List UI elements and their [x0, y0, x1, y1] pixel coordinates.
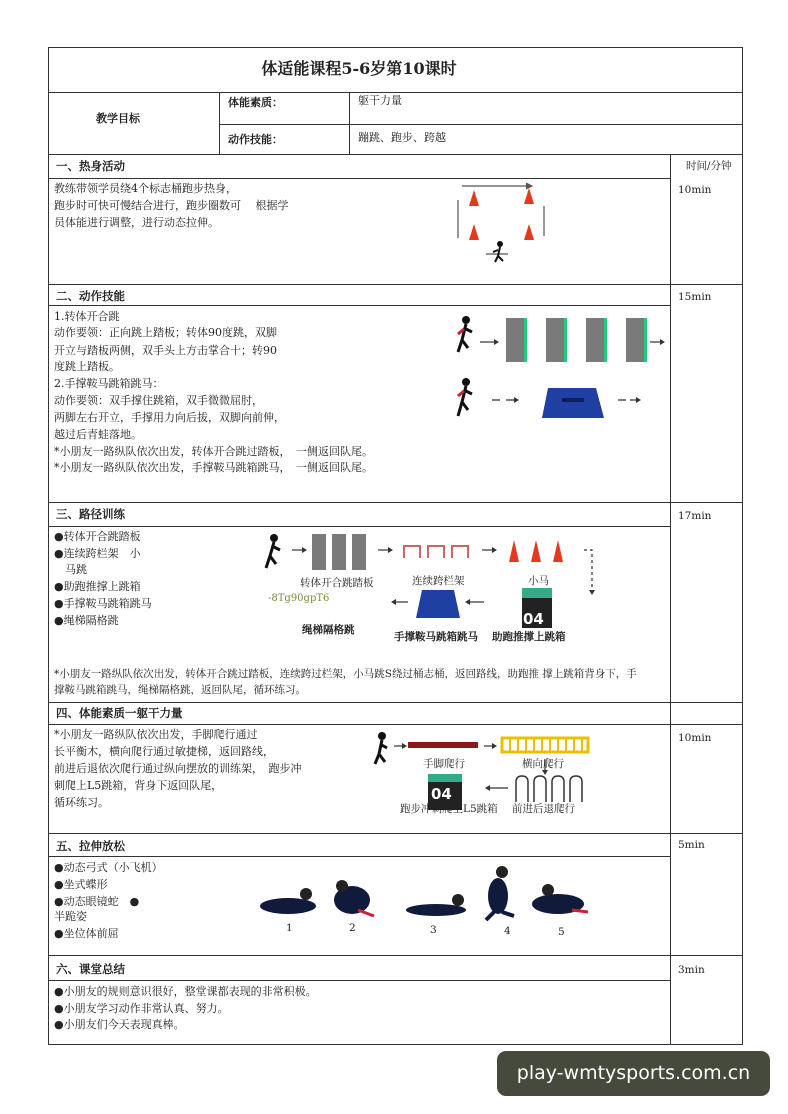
diagram-label: -8Tg90gpT6: [268, 593, 330, 604]
note-line: *小朋友一路纵队依次出发，转体开合跳过踏板，连续跨过栏架，小马跳S绕过桶志桶，返回路线，助跑推 撑上跳箱背身下，手: [54, 668, 637, 680]
list-item: ●手撑鞍马跳箱跳马: [54, 597, 152, 610]
list-item: ●连续跨栏架 小: [54, 547, 141, 560]
vline: [349, 92, 350, 154]
text-line: *小朋友一路纵队依次出发，手撑鞍马跳箱跳马， 一侧返回队尾。: [54, 461, 373, 474]
list-item: ●动态弓式（小飞机）: [54, 861, 163, 874]
table-border-bottom: [48, 1044, 743, 1045]
text-line: 循环练习。: [54, 796, 109, 809]
diagram-label: 转体开合跳踏板: [300, 577, 374, 589]
text-line: 教练带领学员绕4个标志桶跑步热身，: [54, 182, 237, 195]
hline: [48, 856, 670, 857]
list-item: ●绳梯隔格跳: [54, 614, 119, 627]
section-time: 10min: [678, 184, 712, 196]
time-header: 时间/分钟: [686, 160, 732, 172]
hline: [48, 284, 743, 285]
hline: [48, 502, 743, 503]
objective-key: 动作技能：: [228, 133, 283, 146]
list-item: 半跪姿: [54, 910, 87, 923]
hline: [48, 702, 743, 703]
page-title: 体适能课程5-6岁第10课时: [261, 59, 457, 78]
text-line: 开立与踏板两侧，双手头上方击掌合十；转90: [54, 344, 277, 357]
text-line: 刺爬上L5跳箱，背身下返回队尾，: [54, 779, 223, 792]
hline: [48, 154, 743, 155]
objective-key: 体能素质：: [228, 96, 283, 109]
section-title: 五、拉伸放松: [56, 839, 125, 853]
hline: [48, 833, 743, 834]
section-title: 四、体能素质一躯干力量: [56, 706, 183, 720]
box-number: 04: [431, 785, 452, 803]
text-line: *小朋友一路纵队依次出发，手脚爬行通过: [54, 728, 258, 741]
diagram-label: 手撑鞍马跳箱跳马: [394, 631, 478, 643]
table-border-left: [48, 47, 49, 1045]
section-time: 17min: [678, 510, 712, 522]
text-line: 越过后青蛙落地。: [54, 428, 142, 441]
objective-value: 蹦跳、跑步、跨越: [358, 131, 446, 144]
diagram-label: 跑步冲刺爬上L5跳箱: [400, 803, 498, 815]
section-title: 三、路径训练: [56, 507, 125, 521]
list-item: ●坐位体前屈: [54, 927, 119, 940]
section-time: 5min: [678, 839, 705, 851]
section-time: 3min: [678, 964, 705, 976]
list-item: ●小朋友学习动作非常认真、努力。: [54, 1002, 229, 1015]
objectives-label: 教学目标: [96, 112, 140, 125]
list-item: ●转体开合跳踏板: [54, 530, 141, 543]
diagram-label: 助跑推撑上跳箱: [492, 631, 566, 643]
pose-number: 4: [504, 925, 511, 937]
hline: [48, 724, 743, 725]
vline: [219, 92, 220, 154]
text-line: 长平衡木，横向爬行通过敏捷梯，返回路线，: [54, 745, 274, 758]
skill-diagram: [450, 312, 670, 422]
section-title: 一、热身活动: [56, 159, 125, 173]
text-line: 动作要领：双手撑住跳箱，双手微微屈肘，: [54, 394, 263, 407]
text-line: 员体能进行调整，进行动态拉伸。: [54, 216, 219, 229]
text-line: 1.转体开合跳: [54, 310, 120, 323]
hline: [48, 526, 670, 527]
list-item: ●小朋友们今天表现真棒。: [54, 1018, 185, 1031]
diagram-label: 连续跨栏架: [412, 575, 465, 587]
text-line: *小朋友一路纵队依次出发，转体开合跳过踏板， 一侧返回队尾。: [54, 445, 373, 458]
hline: [48, 178, 670, 179]
note-line: 撑鞍马跳箱跳马，绳梯隔格跳，返回队尾，循环练习。: [54, 684, 306, 696]
vline: [670, 154, 671, 1044]
list-item: ●坐式蝶形: [54, 878, 108, 891]
diagram-label: 手脚爬行: [423, 758, 465, 770]
diagram-label: 前进后退爬行: [512, 803, 575, 815]
hline: [219, 124, 743, 125]
stretch-poses-figure: [258, 860, 598, 930]
hline: [48, 305, 670, 306]
box-number: 04: [523, 610, 544, 628]
text-line: 度跳上踏板。: [54, 360, 120, 373]
section-title: 六、课堂总结: [56, 962, 125, 976]
warmup-cone-diagram: [452, 178, 562, 268]
section-title: 二、动作技能: [56, 289, 125, 303]
text-line: 两脚左右开立，手撑用力向后拔，双脚向前伸，: [54, 411, 285, 424]
pose-number: 1: [286, 922, 293, 934]
list-item: ●助跑推撑上跳箱: [54, 580, 141, 593]
list-item: ●小朋友的规则意识很好，整堂课都表现的非常积极。: [54, 985, 317, 998]
text-line: 动作要领：正向跳上踏板；转体90度跳，双脚: [54, 326, 277, 339]
section-time: 15min: [678, 291, 712, 303]
diagram-label: 绳梯隔格跳: [302, 624, 355, 636]
diagram-label: 小马: [528, 575, 549, 587]
watermark-badge: play-wmtysports.com.cn: [497, 1051, 770, 1096]
pose-number: 2: [349, 922, 356, 934]
list-item: 马跳: [54, 563, 87, 576]
table-border-top: [48, 47, 743, 48]
section-time: 10min: [678, 732, 712, 744]
text-line: 2.手撑鞍马跳箱跳马：: [54, 377, 164, 390]
hline: [48, 980, 670, 981]
objective-value: 躯干力量: [358, 94, 402, 107]
pose-number: 3: [430, 924, 437, 936]
pose-number: 5: [558, 926, 565, 938]
diagram-label: 横向爬行: [522, 758, 564, 770]
list-item: ●动态眼镜蛇 ●: [54, 895, 140, 908]
text-line: 前进后退依次爬行通过纵向摆放的训练架， 跑步冲: [54, 762, 302, 775]
text-line: 跑步时可快可慢结合进行，跑步圈数可 根据学: [54, 199, 289, 212]
table-border-right: [742, 47, 743, 1045]
hline: [48, 955, 743, 956]
